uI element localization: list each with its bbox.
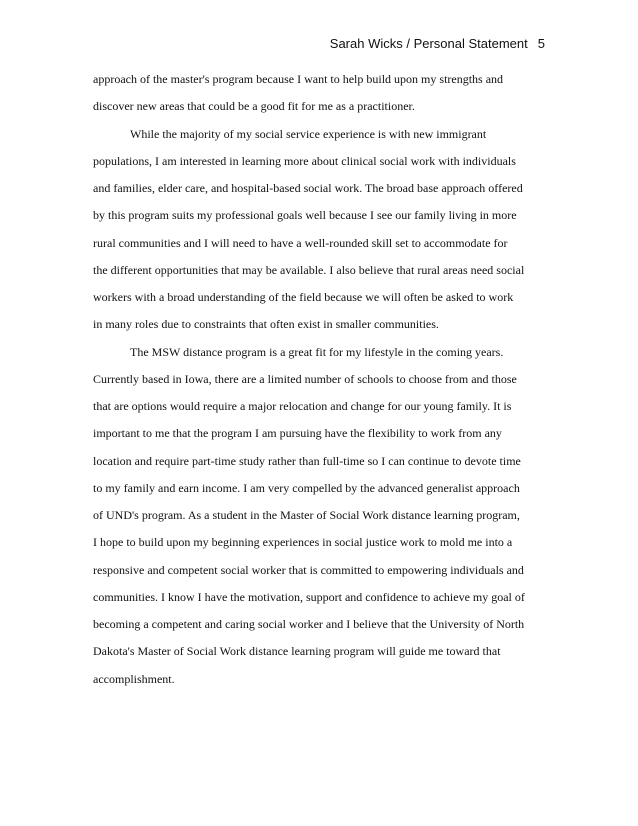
text-line: responsive and competent social worker that is committed to empowering individuals and: [93, 562, 524, 577]
text-line: populations, I am interested in learning more about clinical social work with individuals: [93, 153, 516, 168]
text-line: the different opportunities that may be available. I also believe that rural areas need social: [93, 262, 525, 277]
text-line: accomplishment.: [93, 671, 175, 686]
text-line: workers with a broad understanding of the field because we will often be asked to work: [93, 290, 514, 304]
running-title: Sarah Wicks / Personal Statement: [329, 36, 528, 51]
text-line: and families, elder care, and hospital-based social work. The broad base approach offered: [93, 181, 523, 195]
text-line: discover new areas that could be a good fit for me as a practitioner.: [93, 99, 415, 114]
text-line: important to me that the program I am pursuing have the flexibility to work from any: [93, 426, 502, 441]
text-line: becoming a competent and caring social worker and I believe that the University of North: [93, 617, 525, 631]
text-line: that are options would require a major relocation and change for our young family. It is: [93, 399, 512, 413]
text-line: communities. I know I have the motivation, support and confidence to achieve my goal of: [93, 589, 525, 604]
text-line: to my family and earn income. I am very compelled by the advanced generalist approach: [93, 480, 520, 495]
statement-body: [93, 66, 525, 693]
text-line: by this program suits my professional goals well because I see our family living in more: [93, 208, 517, 223]
paragraph-start-line: The MSW distance program is a great fit for my lifestyle in the coming years.: [130, 344, 504, 359]
text-line: of UND's program. As a student in the Master of Social Work distance learning program,: [93, 508, 520, 522]
paragraph-start-line: While the majority of my social service experience is with new immigrant: [130, 126, 487, 141]
text-line: Currently based in Iowa, there are a limited number of schools to choose from and those: [93, 371, 517, 386]
text-line: I hope to build upon my beginning experiences in social justice work to mold me into a: [93, 535, 513, 550]
text-line: location and require part-time study rather than full-time so I can continue to devote time: [93, 453, 521, 468]
text-line: in many roles due to constraints that often exist in smaller communities.: [93, 317, 439, 332]
text-line: approach of the master's program because I want to help build upon my strengths and: [93, 72, 504, 86]
page-number: 5: [537, 36, 545, 51]
text-line: rural communities and I will need to have a well-rounded skill set to accommodate for: [93, 235, 508, 250]
running-header: [330, 36, 545, 51]
text-line: Dakota's Master of Social Work distance learning program will guide me toward that: [93, 644, 501, 659]
